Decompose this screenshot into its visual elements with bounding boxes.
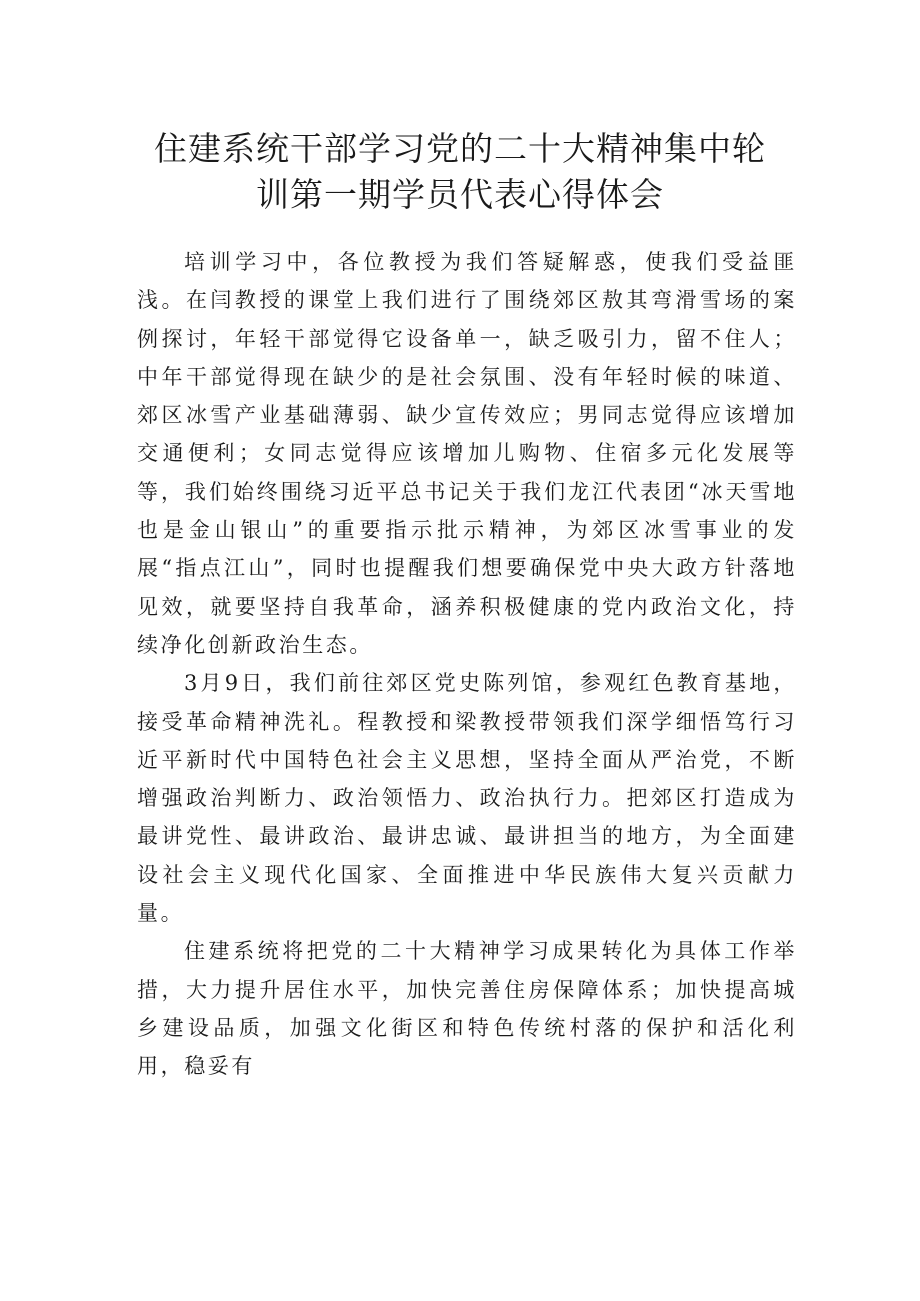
title-line-1: 住建系统干部学习党的二十大精神集中轮 xyxy=(154,129,766,168)
paragraph-1: 培训学习中，各位教授为我们答疑解惑，使我们受益匪浅。在闫教授的课堂上我们进行了围绕郊区敖其弯滑雪场的案例探讨，年轻干部觉得它设备单一，缺乏吸引力，留不住人；中年干部觉得现在缺少的是社会氛围、没有年轻时候的味道、郊区冰雪产业基础薄弱、缺少宣传效应；男同志觉得应该增加交通便利；女同志觉得应该增加儿购物、住宿多元化发展等等，我们始终围绕习近平总书记关于我们龙江代表团“冰天雪地也是金山银山”的重要指示批示精神，为郊区冰雪事业的发展“指点江山”，同时也提醒我们想要确保党中央大政方针落地见效，就要坚持自我革命，涵养积极健康的党内政治文化，持续净化创新政治生态。 xyxy=(137,250,797,657)
document-body xyxy=(137,243,797,1086)
paragraph-2: 3月9日，我们前往郊区党史陈列馆，参观红色教育基地，接受革命精神洗礼。程教授和梁教授带领我们深学细悟笃行习近平新时代中国特色社会主义思想，坚持全面从严治党，不断增强政治判断力、政治领悟力、政治执行力。把郊区打造成为最讲党性、最讲政治、最讲忠诚、最讲担当的地方，为全面建设社会主义现代化国家、全面推进中华民族伟大复兴贡献力量。 xyxy=(137,671,797,926)
title-line-2: 训第一期学员代表心得体会 xyxy=(256,175,664,214)
document-title xyxy=(100,126,820,218)
paragraph-3: 住建系统将把党的二十大精神学习成果转化为具体工作举措，大力提升居住水平，加快完善住房保障体系；加快提高城乡建设品质，加强文化街区和特色传统村落的保护和活化利用，稳妥有 xyxy=(137,939,797,1079)
